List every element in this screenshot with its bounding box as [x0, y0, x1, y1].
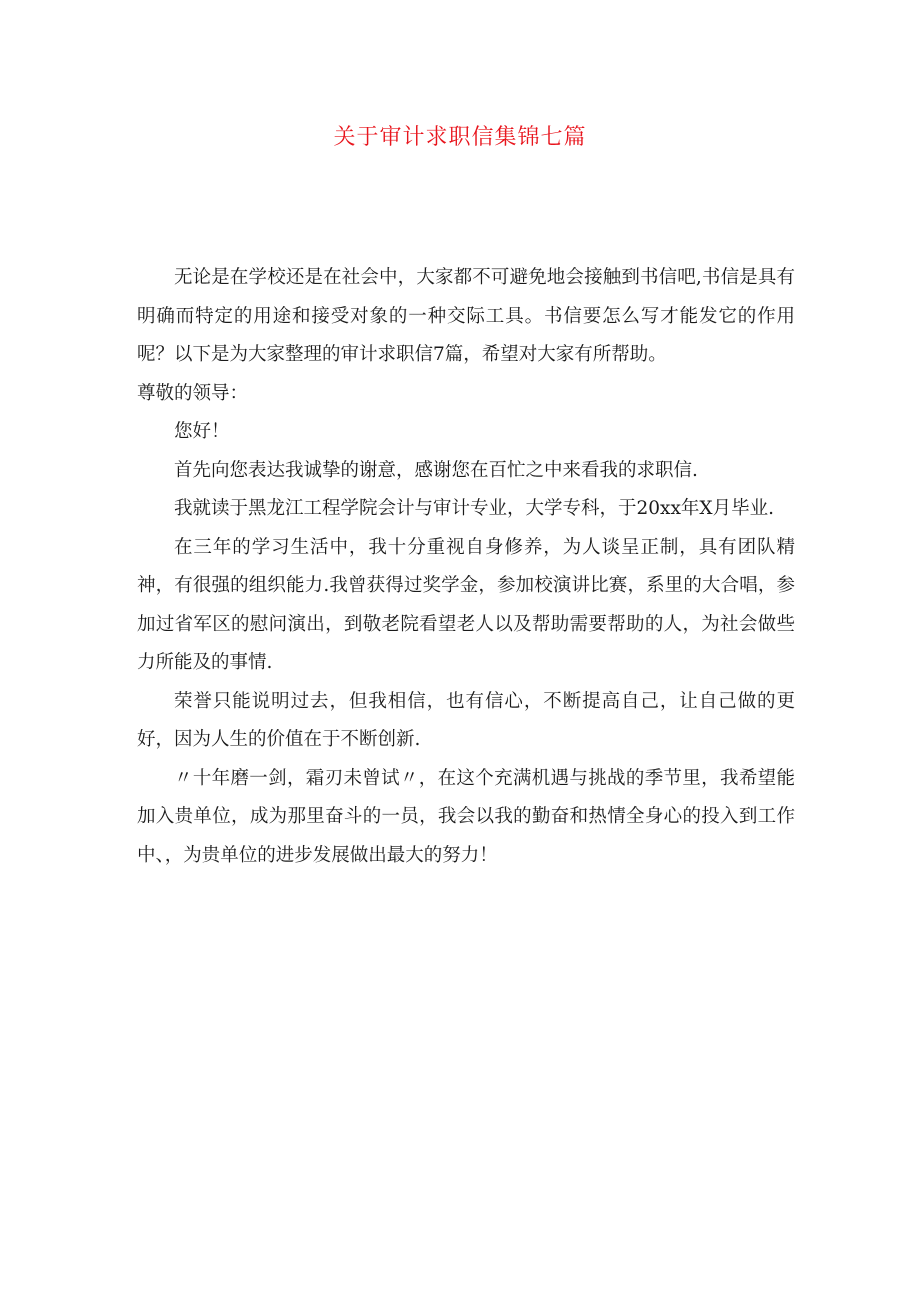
- body-paragraph: 荣誉只能说明过去，但我相信，也有信心，不断提高自己，让自己做的更好，因为人生的价值在于不断创新.: [137, 690, 795, 750]
- greeting: 您好！: [174, 421, 230, 442]
- salutation: 尊敬的领导：: [137, 382, 249, 404]
- document-body: [137, 259, 795, 875]
- document-title: 关于审计求职信集锦七篇: [333, 125, 587, 150]
- body-paragraph: 〃十年磨一剑，霜刃未曾试〃，在这个充满机遇与挑战的季节里，我希望能加入贵单位，成为那里奋斗的一员，我会以我的勤奋和热情全身心的投入到工作中、，为贵单位的进步发展做出最大的努力！: [137, 767, 795, 866]
- body-paragraph: 首先向您表达我诚挚的谢意，感谢您在百忙之中来看我的求职信.: [174, 459, 698, 481]
- body-paragraph: 在三年的学习生活中，我十分重视自身修养，为人谈呈正制，具有团队精神，有很强的组织能力.我曾获得过奖学金，参加校演讲比赛，系里的大合唱，参加过省军区的慰问演出，到敬老院看望老人以及帮助需要帮助的人，为社会做些力所能及的事情.: [137, 536, 795, 673]
- intro-paragraph: 无论是在学校还是在社会中，大家都不可避免地会接触到书信吧,书信是具有明确而特定的用途和接受对象的一种交际工具。书信要怎么写才能发它的作用呢？以下是为大家整理的审计求职信7篇，希望对大家有所帮助。: [137, 267, 795, 365]
- body-paragraph: 我就读于黑龙江工程学院会计与审计专业，大学专科，于20xx年X月毕业.: [174, 498, 774, 519]
